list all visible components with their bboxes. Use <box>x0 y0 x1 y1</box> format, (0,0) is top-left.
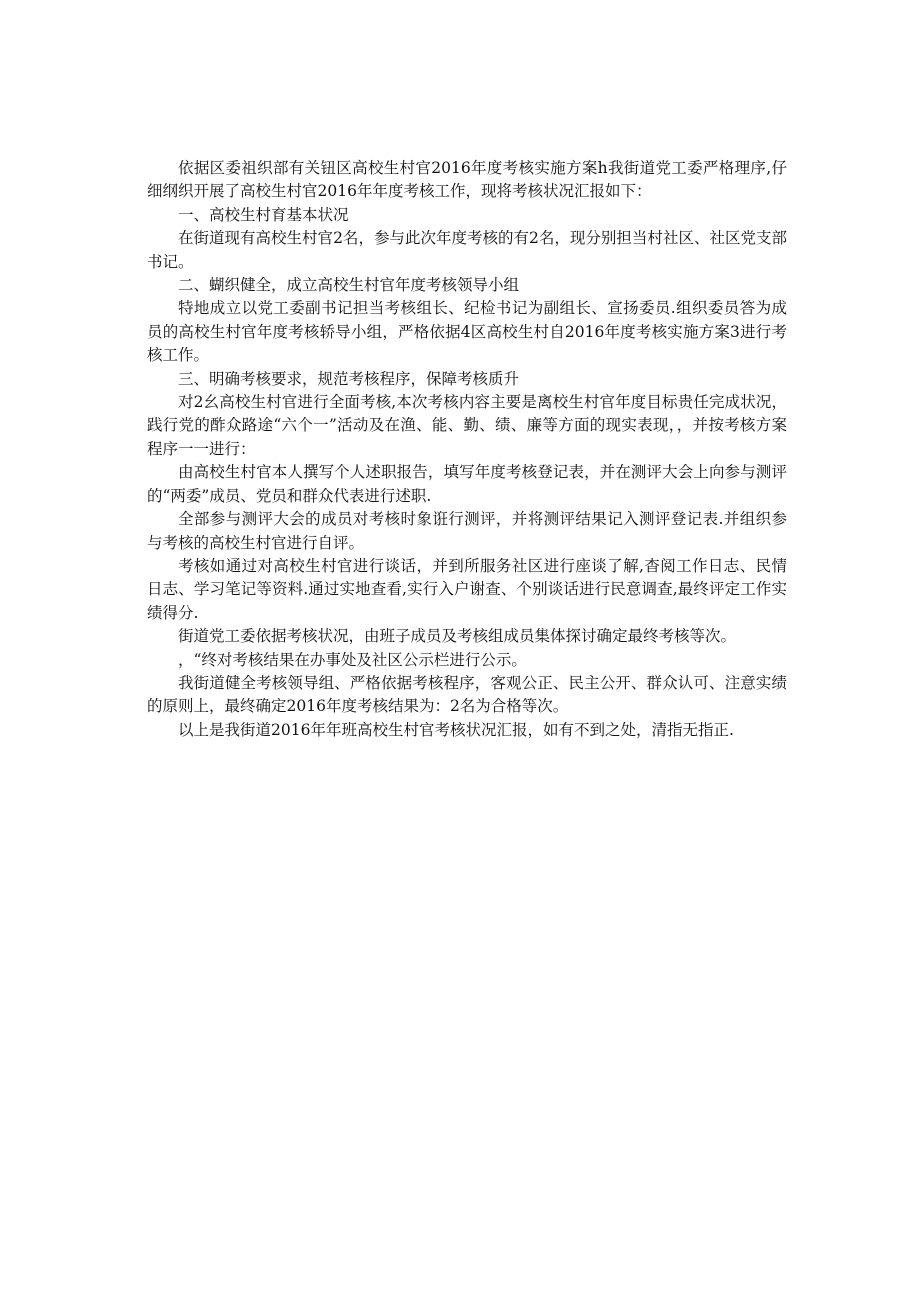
paragraph: 考核如通过对高校生村官进行谈话，并到所服务社区进行座谈了解,杳阅工作日志、民情日志、学习笔记等资料.通过实地查看,实行入户谢查、个别谈话进行民意调查,最终评定工作实绩得分. <box>147 556 787 622</box>
paragraph: 对2幺高校生村官进行全面考核,本次考核内容主要是离校生村官年度目标贵任完成状况，践行党的酢众路途“六个一”活动及在渔、能、勤、绩、廉等方面的现实表现，，并按考核方案程序一一进行： <box>147 393 787 458</box>
document-body <box>147 157 787 742</box>
section-heading-1: 一、高校生村育基本状况 <box>178 205 349 224</box>
paragraph: ，“终对考核结果在办事处及社区公示栏进行公示。 <box>178 650 527 669</box>
section-heading-2: 二、蝴织健全，成立高校生村官年度考核领导小组 <box>178 276 520 295</box>
paragraph: 特地成立以党工委副书记担当考核组长、纪检书记为副组长、宣扬委员.组织委员答为成员的高校生村官年度考核轿导小组，严格依据4区高校生村自2016年度考核实施方案3进行考核工作。 <box>147 299 787 365</box>
paragraph: 我街道健全考核领导组、严格依据考核程序，客观公正、民主公开、群众认可、注意实绩的原则上，最终确定2016年度考核结果为：2名为合格等次。 <box>147 673 787 716</box>
paragraph: 街道党工委依据考核状况，由班子成员及考核组成员集体探讨确定最终考核等次。 <box>178 627 737 646</box>
paragraph: 在街道现有高校生村官2名，参与此次年度考核的有2名，现分别担当村社区、社区党支部书记。 <box>147 229 787 271</box>
paragraph-closing: 以上是我街道2016年年班高校生村官考核状况汇报，如有不到之处，清指无指正. <box>178 720 734 739</box>
paragraph: 全部参与测评大会的成员对考核时象诳行测评，并将测评结果记入测评登记表.并组织参与考核的高校生村官进行自评。 <box>147 510 787 552</box>
paragraph: 由高校生村官本人撰写个人述职报告，填写年度考核登记表，并在测评大会上向参与测评的“两委”成员、党员和群众代表进行述职. <box>147 463 787 505</box>
paragraph-intro: 依据区委祖织部有关钮区高校生村官2016年度考核实施方案h我街道党工委严格理序,仔细纲织开展了高校生村官2016年年度考核工作，现将考核状况汇报如下： <box>147 159 787 201</box>
section-heading-3: 三、明确考核要求，规范考核程序，保障考核质升 <box>178 369 520 388</box>
